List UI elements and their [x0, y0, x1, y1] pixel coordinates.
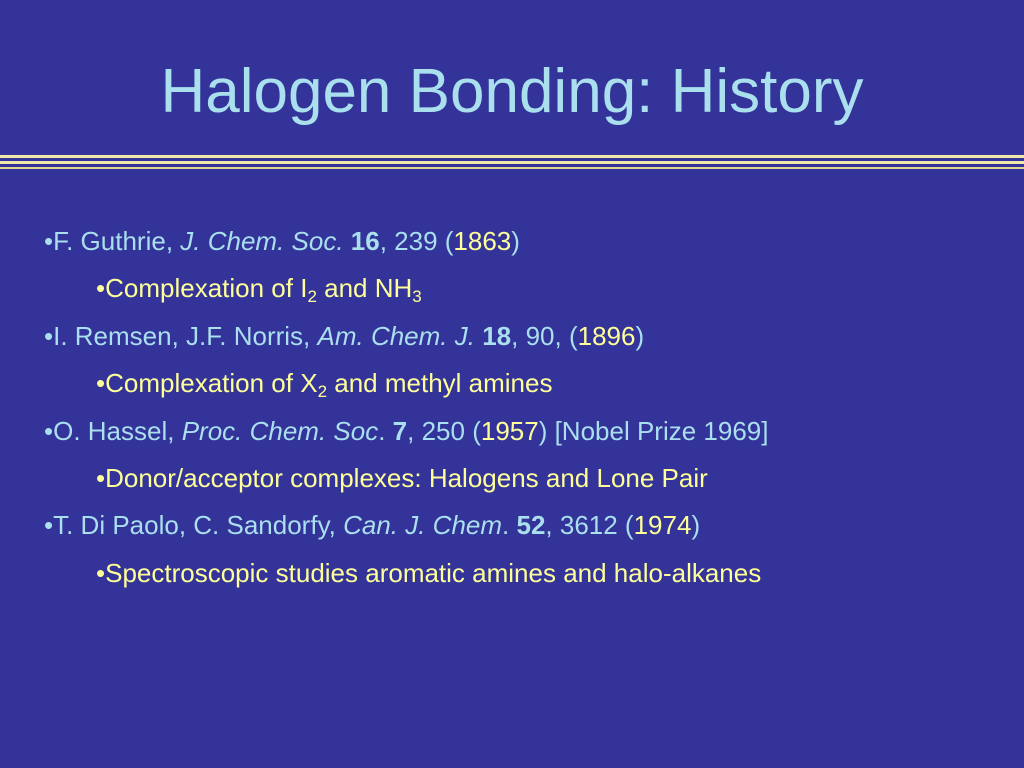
- reference-journal: Can. J. Chem: [343, 510, 503, 541]
- bullet-marker: •: [44, 226, 54, 256]
- reference-item: [44, 412, 1014, 459]
- reference-subitem: [44, 364, 1014, 411]
- reference-tail: ): [691, 510, 701, 541]
- reference-item: [44, 222, 1014, 269]
- subscript: 2: [317, 382, 328, 402]
- title-divider-line-1: [0, 155, 1024, 158]
- title-divider-line-3: [0, 167, 1024, 169]
- reference-journal: Proc. Chem. Soc: [181, 415, 379, 446]
- subscript: 3: [412, 287, 422, 307]
- bullet-marker: •: [44, 510, 54, 541]
- reference-volume: 16: [350, 226, 380, 256]
- bullet-marker: •: [96, 273, 106, 304]
- subitem-text: and methyl amines: [327, 368, 553, 399]
- bullet-marker: •: [96, 557, 106, 588]
- reference-year: 1957: [480, 415, 539, 446]
- reference-subitem: [44, 459, 1014, 506]
- subitem-text: Donor/acceptor complexes: Halogens and Lone Pair: [105, 462, 708, 493]
- reference-subitem: [44, 554, 1014, 601]
- bullet-marker: •: [44, 320, 54, 351]
- reference-authors: O. Hassel,: [53, 415, 182, 446]
- slide-title: Halogen Bonding: History: [160, 57, 864, 126]
- subitem-text: Complexation of I: [105, 273, 308, 304]
- reference-authors: F. Guthrie,: [53, 226, 181, 256]
- reference-pages: , 90, (: [511, 320, 578, 351]
- reference-journal: J. Chem. Soc.: [180, 226, 344, 256]
- reference-year: 1863: [453, 226, 512, 256]
- reference-tail: ): [511, 226, 520, 256]
- subscript: 2: [307, 287, 317, 307]
- reference-year: 1974: [633, 510, 692, 541]
- reference-subitem: [44, 269, 1014, 316]
- reference-item: [44, 317, 1014, 364]
- bullet-list: [44, 222, 1014, 601]
- subitem-text: and NH: [316, 273, 413, 304]
- reference-pages: , 239 (: [379, 226, 454, 256]
- reference-tail: ) [Nobel Prize 1969]: [538, 415, 769, 446]
- reference-authors: I. Remsen, J.F. Norris,: [53, 320, 318, 351]
- reference-item: [44, 506, 1014, 553]
- reference-journal: Am. Chem. J.: [317, 320, 475, 351]
- reference-volume: 7: [392, 415, 408, 446]
- subitem-text: Complexation of X: [105, 368, 318, 399]
- subitem-text: Spectroscopic studies aromatic amines and halo-alkanes: [105, 557, 762, 588]
- reference-volume: 18: [482, 320, 512, 351]
- reference-pages: , 250 (: [407, 415, 481, 446]
- reference-separator: [344, 226, 351, 256]
- bullet-marker: •: [44, 415, 54, 446]
- bullet-marker: •: [96, 368, 106, 399]
- reference-pages: , 3612 (: [545, 510, 634, 541]
- bullet-marker: •: [96, 462, 106, 493]
- reference-separator: .: [502, 510, 517, 541]
- title-divider-line-2: [0, 161, 1024, 164]
- reference-tail: ): [635, 320, 645, 351]
- reference-year: 1896: [577, 320, 636, 351]
- reference-authors: T. Di Paolo, C. Sandorfy,: [53, 510, 344, 541]
- reference-volume: 52: [516, 510, 546, 541]
- reference-separator: .: [378, 415, 393, 446]
